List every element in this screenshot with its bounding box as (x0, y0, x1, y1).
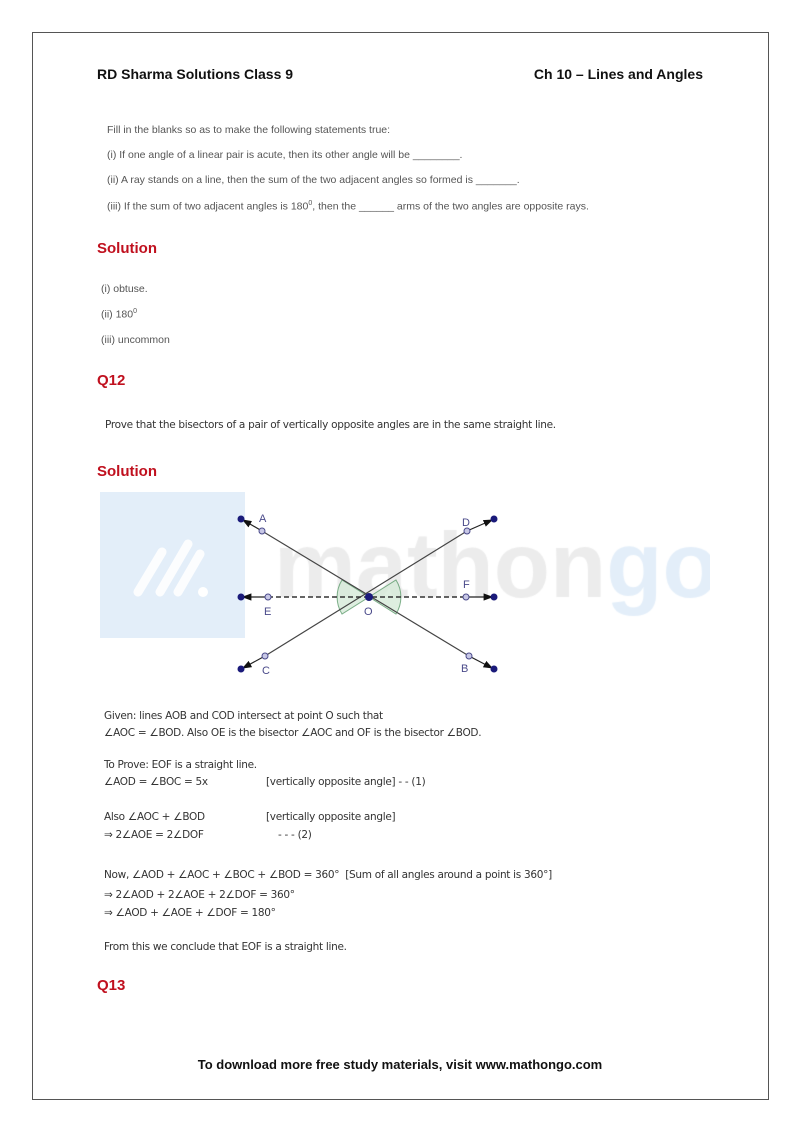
proof-given-1: Given: lines AOB and COD intersect at point O such that (104, 710, 383, 722)
sol11-item-3: (iii) uncommon (101, 334, 170, 346)
proof-step-3-ref: - - - (2) (278, 829, 312, 841)
q13-heading: Q13 (97, 977, 126, 994)
proof-step-3: ⇒ 2∠AOE = 2∠DOF (104, 829, 204, 841)
label-O: O (364, 606, 373, 618)
proof-step-4: Now, ∠AOD + ∠AOC + ∠BOC + ∠BOD = 360° (104, 869, 340, 881)
header-chapter: Ch 10 – Lines and Angles (533, 66, 703, 82)
label-B: B (461, 663, 469, 675)
label-F: F (463, 579, 470, 591)
label-D: D (462, 517, 470, 529)
proof-step-2: Also ∠AOC + ∠BOD (104, 811, 205, 823)
q12-heading: Q12 (97, 372, 126, 389)
footer-download-note: To download more free study materials, visit www.mathongo.com (197, 1057, 603, 1072)
label-E: E (264, 606, 272, 618)
solution-heading-2: Solution (97, 463, 157, 480)
proof-row-1 (104, 776, 425, 788)
proof-step-1: ∠AOD = ∠BOC = 5x (104, 776, 208, 788)
proof-step-4-reason: [Sum of all angles around a point is 360°] (345, 869, 552, 881)
proof-row-3 (104, 829, 312, 841)
solution-heading-1: Solution (97, 240, 157, 257)
proof-step-1-reason: [vertically opposite angle] - - (1) (266, 776, 426, 788)
sol11-item-2: (ii) $180^0$ (101, 308, 138, 321)
sol11-item-1: (i) obtuse. (101, 283, 148, 295)
proof-row-2 (104, 811, 395, 823)
q12-text: Prove that the bisectors of a pair of vertically opposite angles are in the same straight line. (105, 419, 556, 431)
q11-intro: Fill in the blanks so as to make the following statements true: (107, 124, 391, 136)
proof-given-2: ∠AOC = ∠BOD. Also OE is the bisector ∠AOC and OF is the bisector ∠BOD. (104, 727, 482, 739)
proof-step-2-reason: [vertically opposite angle] (266, 811, 396, 823)
line-CD (265, 531, 467, 656)
proof-step-6: ⇒ ∠AOD + ∠AOE + ∠DOF = 180° (104, 907, 276, 919)
label-A: A (259, 513, 267, 525)
label-C: C (262, 665, 270, 677)
q11-item-1: (i) If one angle of a linear pair is acute, then its other angle will be ________. (107, 149, 463, 161)
proof-row-4 (104, 869, 552, 881)
header-book-title: RD Sharma Solutions Class 9 (97, 66, 294, 82)
proof-conclusion: From this we conclude that EOF is a straight line. (104, 941, 347, 953)
proof-step-5: ⇒ 2∠AOD + 2∠AOE + 2∠DOF = 360° (104, 889, 295, 901)
q11-item-3: (iii) If the sum of two adjacent angles is $180^0$, then the ______ arms of the two angles are opposite rays. (107, 200, 589, 213)
proof-to-prove: To Prove: EOF is a straight line. (104, 759, 257, 771)
q11-item-2: (ii) A ray stands on a line, then the sum of the two adjacent angles so formed is _______. (107, 174, 520, 186)
